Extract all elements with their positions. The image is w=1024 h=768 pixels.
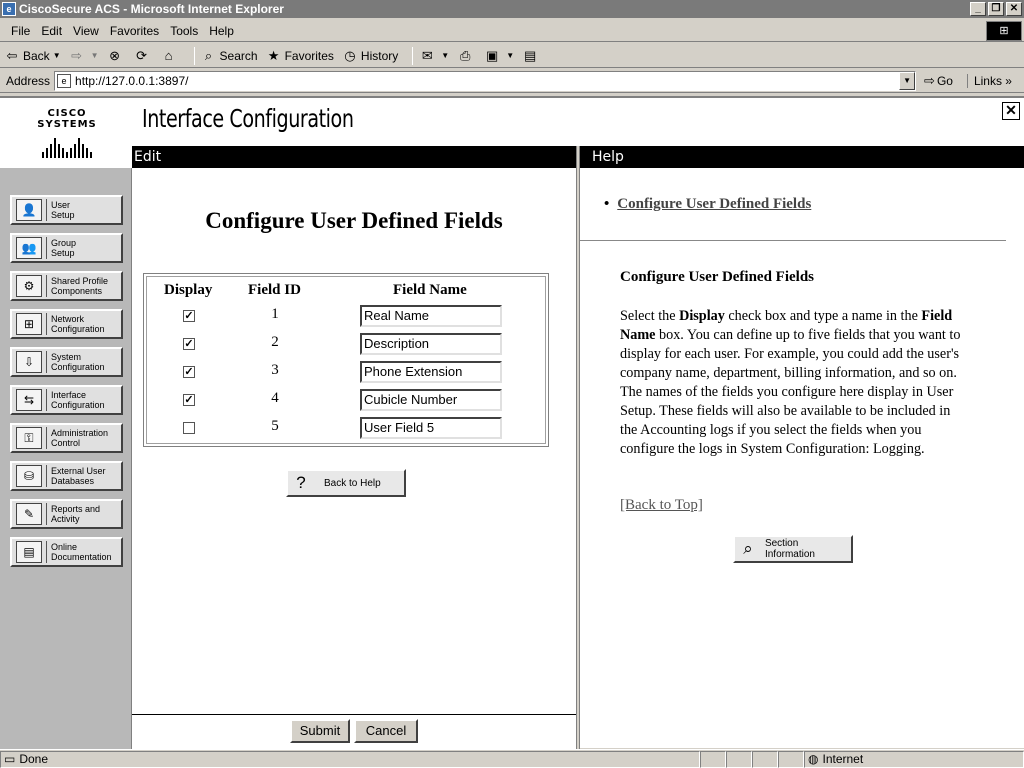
column-header-field-id: Field ID [248, 282, 301, 298]
sidebar-item-administration-control[interactable]: ⚿ Administration Control [10, 423, 123, 453]
close-window-button[interactable]: ✕ [1006, 2, 1022, 16]
menu-tools[interactable]: Tools [170, 23, 199, 38]
column-header-display: Display [164, 282, 213, 298]
status-text: Done [19, 752, 49, 766]
cisco-logo [22, 108, 112, 158]
favorites-button[interactable]: ★ Favorites [266, 48, 334, 64]
back-to-top-link[interactable]: [Back to Top] [620, 497, 703, 513]
sidebar [0, 162, 132, 750]
display-checkbox-4[interactable]: ✓ [184, 394, 194, 406]
security-zone: ◍ Internet [804, 751, 1024, 768]
field-id-2: 2 [271, 334, 279, 350]
magnifier-icon: ⌕ [743, 539, 753, 558]
toolbar [0, 44, 1024, 68]
help-topic-link[interactable]: Configure User Defined Fields [617, 196, 812, 212]
window-title: CiscoSecure ACS - Microsoft Internet Explorer [19, 2, 284, 16]
sidebar-item-external-databases[interactable]: ⛁ External User Databases [10, 461, 123, 491]
address-input[interactable] [54, 71, 916, 91]
go-button[interactable]: ⇨ Go [924, 72, 953, 88]
sidebar-item-interface-configuration[interactable]: ⇆ Interface Configuration [10, 385, 123, 415]
display-checkbox-5[interactable] [183, 422, 195, 434]
form-footer [132, 714, 576, 750]
history-icon: ◷ [344, 47, 356, 63]
address-bar [0, 69, 1024, 93]
menu-help[interactable]: Help [209, 23, 234, 38]
admin-icon: ⚿ [16, 427, 42, 449]
window-title-bar [0, 0, 1024, 18]
sidebar-item-group-setup[interactable]: 👥 Group Setup [10, 233, 123, 263]
mail-dropdown-icon[interactable]: ▼ [441, 51, 450, 60]
stop-button[interactable] [107, 48, 126, 64]
refresh-button[interactable] [134, 48, 153, 64]
field-name-input-5[interactable]: User Field 5 [360, 417, 502, 439]
minimize-button[interactable]: _ [970, 2, 986, 16]
display-checkbox-2[interactable]: ✓ [184, 338, 194, 350]
search-button[interactable]: ⌕ Search [201, 48, 258, 64]
help-divider [580, 240, 1006, 241]
edit-frame-header: Edit [132, 146, 577, 168]
edit-title: Configure User Defined Fields [205, 208, 503, 233]
field-id-1: 1 [271, 306, 279, 322]
address-dropdown-icon[interactable]: ▼ [899, 72, 915, 90]
sidebar-item-system-configuration[interactable]: ⇩ System Configuration [10, 347, 123, 377]
refresh-icon: ⟳ [136, 47, 147, 63]
close-icon[interactable]: ✕ [1002, 102, 1020, 120]
status-text-cell [0, 751, 700, 768]
field-id-5: 5 [271, 418, 279, 434]
page-icon: e [57, 74, 71, 88]
stop-icon: ⊗ [109, 47, 120, 63]
forward-arrow-icon: ⇨ [71, 47, 83, 63]
menu-edit[interactable]: Edit [41, 23, 63, 38]
menu-favorites[interactable]: Favorites [109, 23, 160, 38]
help-frame-header: Help [580, 146, 1024, 168]
print-button[interactable] [457, 48, 476, 64]
forward-dropdown-icon[interactable]: ▼ [90, 51, 99, 60]
shared-profile-icon: ⚙ [16, 275, 42, 297]
network-icon: ⊞ [16, 313, 42, 335]
field-id-3: 3 [271, 362, 279, 378]
group-setup-icon: 👥 [16, 237, 42, 259]
print-icon: ⎙ [459, 47, 471, 63]
edit-dropdown-icon[interactable]: ▼ [506, 51, 515, 60]
display-checkbox-3[interactable]: ✓ [184, 366, 194, 378]
field-name-input-2[interactable]: Description [360, 333, 502, 355]
system-icon: ⇩ [16, 351, 42, 373]
home-icon: ⌂ [164, 47, 173, 63]
reports-icon: ✎ [16, 503, 42, 525]
frame-divider[interactable] [576, 146, 580, 750]
toolbar-separator [412, 47, 413, 65]
submit-button[interactable]: Submit [290, 719, 350, 743]
status-bar [0, 749, 1024, 768]
sidebar-item-user-setup[interactable]: 👤 User Setup [10, 195, 123, 225]
forward-button[interactable] [69, 48, 99, 64]
interface-icon: ⇆ [16, 389, 42, 411]
discuss-button[interactable] [522, 48, 541, 64]
help-paragraph: Select the Display check box and type a name in the Field Name box. You can define up to five fields that you want to display for each user. For example, you could add the user's company name, department, billing information, and so on. The names of the fields you configure here display in User Setup. These fields will also be available to be included in the Accounting logs if you select the fields when you configure the logs in System Configuration: Logging. [620, 308, 961, 457]
links-button[interactable]: Links » [967, 74, 1012, 88]
mail-icon: ✉ [421, 47, 433, 63]
database-icon: ⛁ [16, 465, 42, 487]
section-information-button[interactable]: ⌕ Section Information [733, 535, 853, 563]
status-page-icon: ▭ [4, 752, 16, 766]
address-url[interactable]: http://127.0.0.1:3897/ [75, 73, 189, 88]
discuss-icon: ▤ [523, 47, 537, 63]
column-header-field-name: Field Name [393, 282, 467, 298]
menu-file[interactable]: File [11, 23, 31, 38]
cisco-bridge-icon [22, 134, 112, 158]
back-to-help-button[interactable]: ? Back to Help [286, 469, 406, 497]
favorites-icon: ★ [267, 47, 280, 63]
field-name-input-4[interactable]: Cubicle Number [360, 389, 502, 411]
field-name-input-3[interactable]: Phone Extension [360, 361, 502, 383]
field-name-input-1[interactable]: Real Name [360, 305, 502, 327]
cisco-logo-text: CISCO SYSTEMS [37, 108, 97, 130]
edit-page-button[interactable] [484, 48, 514, 64]
ie-app-icon: e [2, 2, 16, 16]
globe-icon: ◍ [808, 752, 819, 766]
search-icon: ⌕ [204, 47, 213, 63]
display-checkbox-1[interactable]: ✓ [184, 310, 194, 322]
back-button[interactable]: ⇦ Back ▼ [4, 48, 61, 64]
field-id-4: 4 [271, 390, 279, 406]
go-arrow-icon: ⇨ [924, 72, 935, 88]
restore-button[interactable]: ❐ [988, 2, 1004, 16]
page-title: Interface Configuration [142, 104, 354, 133]
sidebar-item-online-documentation[interactable]: ▤ Online Documentation [10, 537, 123, 567]
cancel-button[interactable]: Cancel [354, 719, 418, 743]
mail-button[interactable] [419, 48, 449, 64]
back-arrow-icon: ⇦ [6, 47, 18, 63]
sidebar-item-network-configuration[interactable]: ⊞ Network Configuration [10, 309, 123, 339]
menu-bar [0, 20, 1024, 42]
windows-logo-icon: ⊞ [986, 21, 1022, 41]
help-topic-list-item: • Configure User Defined Fields [604, 196, 812, 212]
address-label: Address [6, 73, 51, 88]
menu-view[interactable]: View [73, 23, 99, 38]
toolbar-separator [194, 47, 195, 65]
back-dropdown-icon[interactable]: ▼ [52, 51, 61, 60]
history-button[interactable]: ◷ History [342, 48, 398, 64]
user-setup-icon: 👤 [16, 199, 42, 221]
edit-page-icon: ▣ [486, 47, 499, 63]
help-heading: Configure User Defined Fields [620, 269, 815, 285]
sidebar-item-reports-activity[interactable]: ✎ Reports and Activity [10, 499, 123, 529]
web-page [0, 96, 1024, 748]
home-button[interactable] [161, 48, 180, 64]
documentation-icon: ▤ [16, 541, 42, 563]
sidebar-item-shared-profile[interactable]: ⚙ Shared Profile Components [10, 271, 123, 301]
question-icon: ? [296, 473, 306, 492]
